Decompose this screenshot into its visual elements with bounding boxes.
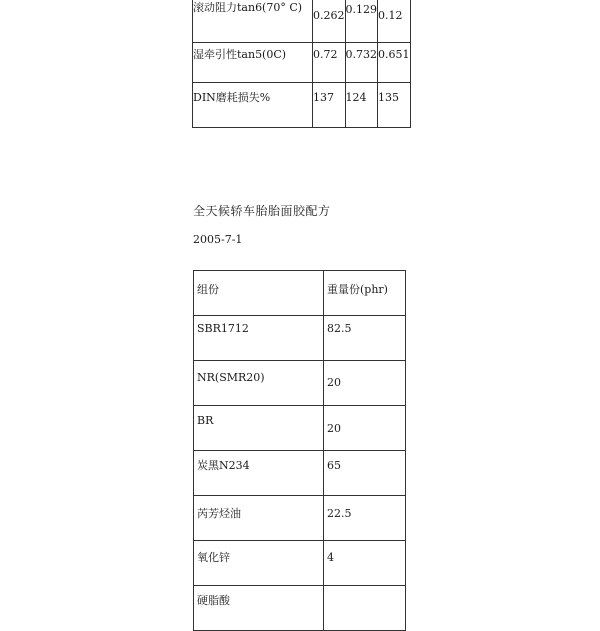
amount-cell xyxy=(324,586,406,631)
formula-date: 2005-7-1 xyxy=(193,233,243,246)
component-cell: 炭黑N234 xyxy=(194,451,324,496)
row-label xyxy=(193,0,313,43)
amount-cell: 20 xyxy=(324,361,406,406)
value-cell: 135 xyxy=(378,83,411,128)
component-cell: 芮芳烃油 xyxy=(194,496,324,541)
amount-cell: 82.5 xyxy=(324,316,406,361)
value-cell: 0.732 xyxy=(345,43,378,83)
value-cell: 0.262 xyxy=(313,0,346,43)
row-label: DIN磨耗损失% xyxy=(193,83,313,128)
table-row xyxy=(194,451,406,496)
component-cell: 氧化锌 xyxy=(194,541,324,586)
header-component: 组份 xyxy=(194,271,324,316)
header-amount: 重量份(phr) xyxy=(324,271,406,316)
rolling-resistance-label: 滚动阻力tan6(70° C) xyxy=(193,1,303,14)
row-label: 湿牵引性tan5(0C) xyxy=(193,43,313,83)
component-cell: BR xyxy=(194,406,324,451)
value-cell: 137 xyxy=(313,83,346,128)
table-row xyxy=(193,83,411,128)
amount-cell: 20 xyxy=(324,406,406,451)
amount-cell: 4 xyxy=(324,541,406,586)
component-cell: SBR1712 xyxy=(194,316,324,361)
amount-cell: 65 xyxy=(324,451,406,496)
table-row xyxy=(194,361,406,406)
component-cell: NR(SMR20) xyxy=(194,361,324,406)
amount-cell: 22.5 xyxy=(324,496,406,541)
value-cell: 0.651 xyxy=(378,43,411,83)
formula-title: 全天候轿车胎胎面胶配方 xyxy=(193,204,331,218)
value-cell: 0.12 xyxy=(378,0,411,43)
table-row xyxy=(194,406,406,451)
table-row xyxy=(194,541,406,586)
table-row xyxy=(194,586,406,631)
value-cell: 124 xyxy=(345,83,378,128)
properties-table xyxy=(192,0,411,128)
value-cell: 0.129 xyxy=(345,0,378,43)
table-row xyxy=(194,496,406,541)
formula-table xyxy=(193,270,406,631)
component-cell: 硬脂酸 xyxy=(194,586,324,631)
table-row xyxy=(193,43,411,83)
value-cell: 0.72 xyxy=(313,43,346,83)
table-row xyxy=(193,0,411,43)
table-header-row xyxy=(194,271,406,316)
table-row xyxy=(194,316,406,361)
